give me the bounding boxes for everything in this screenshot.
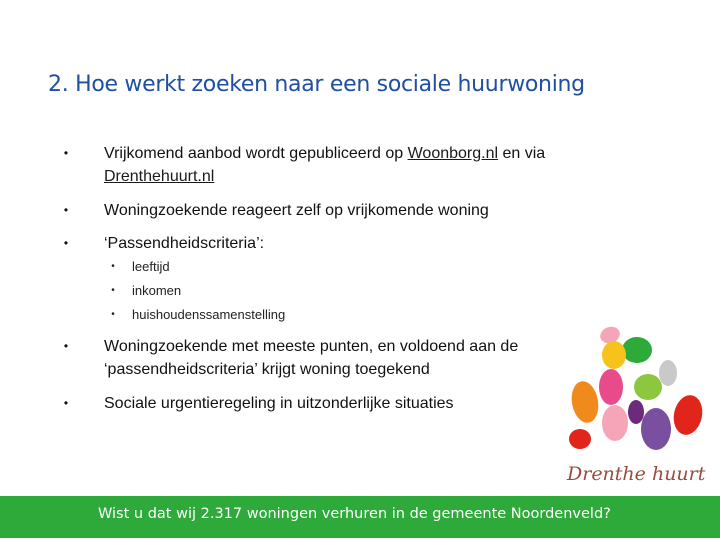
logo-pebble <box>602 405 628 441</box>
sub-bullet-text: huishoudenssamenstelling <box>132 307 286 322</box>
bullet-text-suffix: en via <box>498 145 546 162</box>
bullet-item-criteria <box>0 232 720 255</box>
bullet-marker: • <box>63 236 69 250</box>
sub-bullet-leeftijd <box>0 258 720 276</box>
logo-pebble <box>641 408 671 450</box>
sub-bullet-marker: • <box>111 285 115 296</box>
bullet-text <box>104 142 545 188</box>
logo-pebble <box>634 374 662 400</box>
logo-pebble <box>569 429 591 449</box>
sub-bullet-inkomen <box>0 282 720 300</box>
footer-banner <box>0 496 720 538</box>
bullet-text <box>104 335 518 381</box>
bullet-marker: • <box>63 146 69 160</box>
sub-bullet-text: leeftijd <box>132 259 170 274</box>
bullet-item-reageert <box>0 199 720 222</box>
logo-pebble <box>659 360 677 386</box>
sub-bullet-text: inkomen <box>132 283 182 298</box>
bullet-marker: • <box>63 339 69 353</box>
bullet-item-publication <box>0 142 720 188</box>
sub-bullet-marker: • <box>111 261 115 272</box>
bullet-text: ‘Passendheidscriteria’: <box>104 235 265 252</box>
bullet-text-line1: Woningzoekende met meeste punten, en voldoend aan de <box>104 338 519 355</box>
slide-title: 2. Hoe werkt zoeken naar een sociale huurwoning <box>48 72 585 97</box>
sub-bullet-marker: • <box>111 309 115 320</box>
logo-pebble <box>670 393 706 438</box>
logo-pebble <box>628 400 644 424</box>
logo-pebble <box>602 341 626 369</box>
bullet-text: Sociale urgentieregeling in uitzonderlijke situaties <box>104 395 454 412</box>
link-woonborg[interactable]: Woonborg.nl <box>407 145 499 162</box>
link-drenthehuurt[interactable]: Drenthehuurt.nl <box>104 168 215 185</box>
bullet-text: Woningzoekende reageert zelf op vrijkomende woning <box>104 202 489 219</box>
logo-pebble <box>622 337 652 363</box>
footer-text: Wist u dat wij 2.317 woningen verhuren in de gemeente Noordenveld? <box>98 506 611 522</box>
logo-pebble <box>599 369 623 405</box>
bullet-text-prefix: Vrijkomend aanbod wordt gepubliceerd op <box>104 145 408 162</box>
bullet-marker: • <box>63 203 69 217</box>
logo-wordmark: Drenthe huurt <box>567 463 706 485</box>
logo-pebble <box>569 379 602 425</box>
sub-bullet-huishouden <box>0 306 720 324</box>
bullet-marker: • <box>63 396 69 410</box>
bullet-text-line2: ‘passendheidscriteria’ krijgt woning toegekend <box>104 361 430 378</box>
